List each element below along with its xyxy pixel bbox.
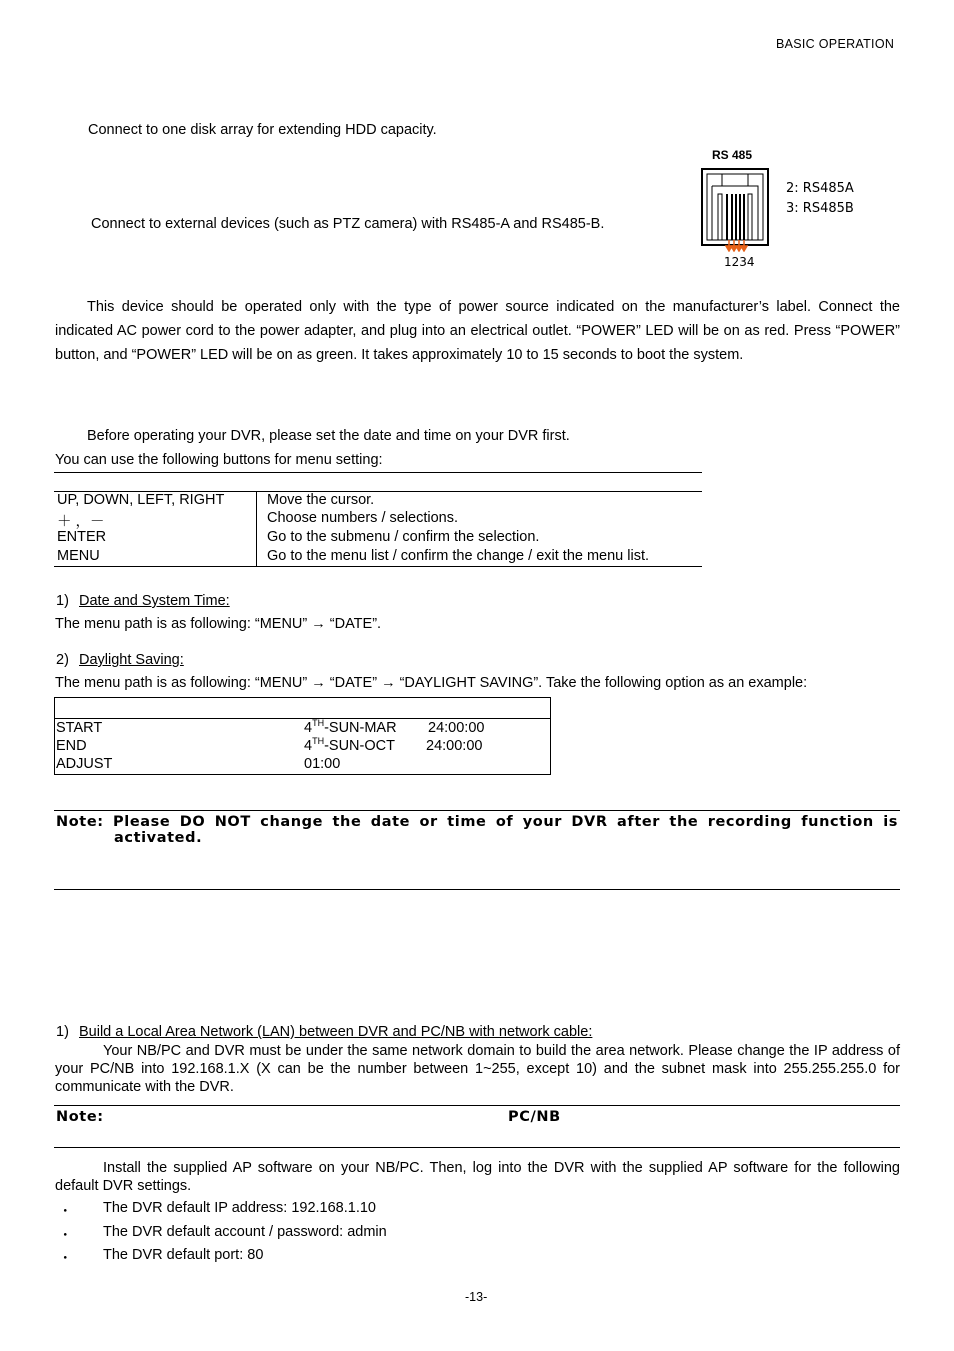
net-item1-title: Build a Local Area Network (LAN) between DVR and PC/NB with network cable: — [79, 1024, 593, 1040]
date-note-line2: activated. — [114, 830, 203, 846]
bullet-icon: ・ — [58, 1251, 73, 1267]
table-row-key: END — [56, 738, 87, 754]
table-row-key: ENTER — [57, 529, 107, 545]
table-row-desc: Move the cursor. — [267, 492, 375, 508]
note-bottom-rule — [54, 889, 900, 890]
table-row-key: ADJUST — [56, 756, 113, 772]
rs485-pin3: 3: RS485B — [786, 201, 854, 216]
item2-title: Daylight Saving: — [79, 652, 184, 668]
table-row-key: START — [56, 720, 103, 736]
install-paragraph: Install the supplied AP software on your NB/PC. Then, log into the DVR with the supplied AP software for the following default DVR settings. — [55, 1160, 900, 1194]
table-row-key: MENU — [57, 548, 100, 564]
table-row-key: UP, DOWN, LEFT, RIGHT — [57, 492, 225, 508]
net-item1-number: 1) — [56, 1024, 69, 1040]
buttons-intro: You can use the following buttons for menu setting: — [55, 452, 383, 468]
disk-array-text: Connect to one disk array for extending HDD capacity. — [88, 122, 437, 138]
rs485-pin2: 2: RS485A — [786, 181, 854, 196]
item2-path: The menu path is as following: “MENU” → “DATE” → “DAYLIGHT SAVING”. Take the following option as an example: — [55, 675, 808, 691]
item1-number: 1) — [56, 593, 69, 609]
section-header: BASIC OPERATION — [776, 37, 895, 51]
rs485-text: Connect to external devices (such as PTZ camera) with RS485-A and RS485-B. — [91, 216, 605, 232]
list-item: The DVR default port: 80 — [103, 1247, 264, 1263]
list-item: The DVR default IP address: 192.168.1.10 — [103, 1200, 376, 1216]
table-row-value: 01:00 — [304, 756, 341, 772]
net-note-label: Note: — [56, 1109, 104, 1125]
bullet-icon: ・ — [58, 1228, 73, 1244]
table-row-time: 24:00:00 — [428, 720, 485, 736]
table-row-key: ＋ ，－ — [57, 514, 105, 530]
list-item: The DVR default account / password: admin — [103, 1224, 387, 1240]
date-note — [56, 814, 898, 846]
net-note-pcnb: PC/NB — [508, 1109, 561, 1125]
date-note-line1: Note: Please DO NOT change the date or time of your DVR after the recording function is — [56, 814, 898, 830]
item1-path: The menu path is as following: “MENU” → “DATE”. — [55, 616, 382, 632]
item1-title: Date and System Time: — [79, 593, 230, 609]
net-note-top-rule — [54, 1105, 900, 1106]
table-row-value: 4TH-SUN-MAR — [304, 718, 397, 736]
bullet-icon: ・ — [58, 1204, 73, 1220]
page-number: -13- — [465, 1290, 488, 1304]
rs485-pin-numbers: 1234 — [724, 255, 755, 269]
power-paragraph: This device should be operated only with the type of power source indicated on the manufacturer’s label. Connect the indicated AC power cord to the power adapter, and plug into an electrical outlet. “POWER” LED will be on as red. Press “POWER” button, and “POWER” LED will be on as green. It takes approximately 10 to 15 seconds to boot the system. — [55, 299, 900, 363]
table-row-desc: Choose numbers / selections. — [267, 510, 459, 526]
table-row-desc: Go to the submenu / confirm the selection. — [267, 529, 540, 545]
note-top-rule — [54, 810, 900, 811]
rs485-label: RS 485 — [712, 148, 753, 162]
net-note-bottom-rule — [54, 1147, 900, 1148]
lan-paragraph: Your NB/PC and DVR must be under the same network domain to build the area network. Please change the IP address of your PC/NB into 192.168.1.X (X can be the number between 1~255, except 10) and the subnet mask into 255.255.255.0 for communicate with the DVR. — [55, 1043, 900, 1095]
rs485-connector-icon — [700, 166, 772, 252]
table-row-time: 24:00:00 — [426, 738, 483, 754]
table-row-value: 4TH-SUN-OCT — [304, 736, 395, 754]
item2-number: 2) — [56, 652, 69, 668]
table-row-desc: Go to the menu list / confirm the change / exit the menu list. — [267, 548, 650, 564]
date-intro: Before operating your DVR, please set the date and time on your DVR first. — [87, 428, 570, 444]
